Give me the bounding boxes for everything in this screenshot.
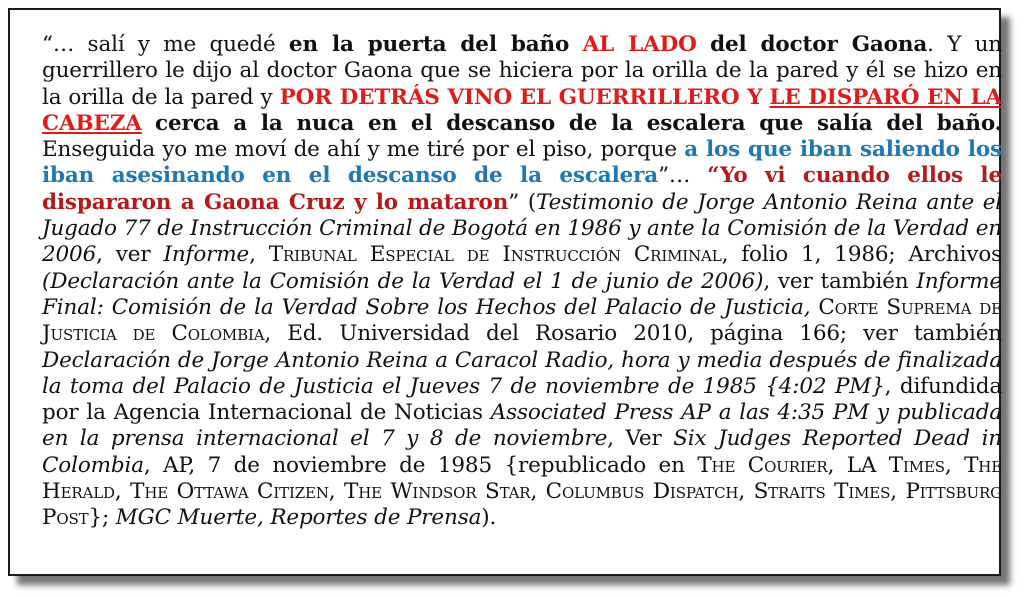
quote-box (8, 8, 1001, 576)
citation-text: , folio 1, 1986; Archivos (721, 242, 1002, 268)
citation-text: , (249, 242, 269, 268)
space (697, 32, 710, 57)
smallcaps-corte-suprema: Corte Suprema de Justicia de Colombia (42, 294, 1002, 347)
smallcaps-newspapers: The Courier, LA Times, The Herald, The Ottawa Citizen, The Windsor Star, Columbus Dispatch, Straits Times, Pittsburg Post (42, 452, 1002, 531)
citation-text: , ver también (763, 268, 917, 294)
bold-phrase-bathroom-door: en la puerta del baño (288, 32, 570, 57)
italic-citation-informe-final: Informe Final: Comisión de la Verdad Sobre los Hechos del Palacio de Justicia, (42, 268, 1002, 320)
italic-citation-declaracion: (Declaración ante la Comisión de la Verdad el 1 de junio de 2006) (42, 268, 764, 294)
red-emphasis-al-lado: AL LADO (582, 32, 697, 57)
testimony-paragraph (42, 32, 1002, 532)
italic-citation-informe: Informe (163, 242, 250, 268)
citation-text: , ver (96, 242, 164, 268)
quote-text: “… salí y me quedé (42, 32, 289, 57)
italic-citation-ap: Associated Press AP a las 4:35 PM y publicada en la prensa internacional el 7 y 8 de noviembre (42, 400, 1002, 452)
space (142, 111, 155, 136)
space (569, 32, 582, 57)
citation-text: ” ( (508, 189, 537, 215)
italic-citation-caracol: Declaración de Jorge Antonio Reina a Caracol Radio, hora y media después de finalizada la toma del Palacio de Justicia el Jueves 7 de noviembre de 1985 {4:02 PM} (42, 347, 1002, 399)
quote-text: Enseguida yo me moví de ahí y me tiré por el piso, porque (42, 137, 685, 163)
citation-text: , Ver (607, 426, 674, 452)
quote-text: ”… (658, 163, 708, 189)
italic-citation-six-judges: Six Judges Reported Dead in Colombia (42, 426, 1002, 478)
bold-phrase-nuca: cerca a la nuca en el descanso de la escalera que salía del baño. (155, 110, 1002, 136)
smallcaps-tribunal: Tribunal Especial de Instrucción Criminal (268, 242, 722, 268)
blue-emphasis-asesinando: a los que iban saliendo los iban asesinando en el descanso de la escalera (42, 137, 1002, 189)
dark-red-emphasis-yo-vi: “Yo vi cuando ellos le dispararon a Gaona Cruz y lo mataron (42, 163, 1002, 215)
citation-text: }; (88, 505, 116, 531)
citation-text: ). (481, 505, 497, 531)
red-emphasis-guerrillero: POR DETRÁS VINO EL GUERRILLERO Y (279, 84, 763, 110)
citation-text: , difundida por la Agencia Internacional de Noticias (42, 373, 1002, 426)
italic-citation-testimonio: Testimonio de Jorge Antonio Reina ante el Jugado 77 de Instrucción Criminal de Bogotá en 1986 y ante la Comisión de la Verdad en 2006 (42, 189, 1003, 268)
bold-phrase-doctor-gaona: del doctor Gaona (710, 32, 928, 57)
quote-text: . Y un guerrillero le dijo al doctor Gaona que se hiciera por la orilla de la pared y él se hizo en la orilla de la pared y (42, 32, 1002, 110)
italic-citation-mgc: MGC Muerte, Reportes de Prensa (115, 505, 482, 531)
citation-text: , AP, 7 de noviembre de 1985 {republicado en (143, 452, 698, 478)
citation-text: , Ed. Universidad del Rosario 2010, página 166; ver también (264, 321, 1002, 347)
red-underlined-emphasis-disparo: LE DISPARÓ EN LA CABEZA (42, 84, 1002, 136)
